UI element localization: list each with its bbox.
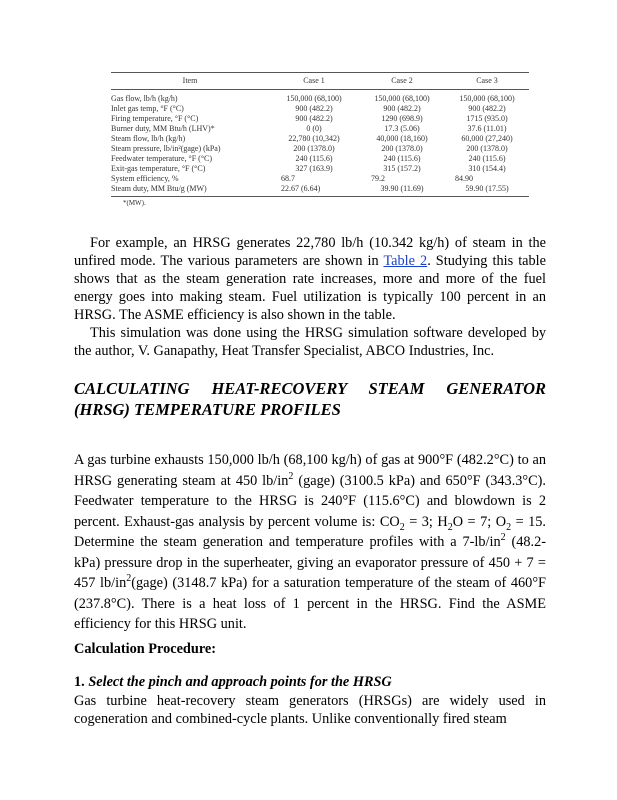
case-3-value: 900 (482.2) xyxy=(468,104,506,113)
example-text-after-link: . Studying this table shows that as the steam generation rate increases, more and more of the fuel energy goes into making steam. Fuel utilization is typically 100 percent in an HRSG. The ASME efficiency is also shown in the table. xyxy=(74,253,546,323)
step-title-text: Select the pinch and approach points for the HRSG xyxy=(88,674,392,690)
step-1-title xyxy=(74,674,392,691)
simulation-paragraph: This simulation was done using the HRSG simulation software developed by the author, V. Ganapathy, Heat Transfer Specialist, ABCO Industries, Inc. xyxy=(74,325,546,359)
row-item: Gas flow, lb/h (kg/h) xyxy=(111,94,178,103)
table-2-link[interactable]: Table 2 xyxy=(383,253,428,269)
subscript: 2 xyxy=(447,521,453,533)
row-item: System efficiency, % xyxy=(111,174,179,183)
problem-text-5: = 15. Determine the steam generation and temperature profiles with a 7-lb/in xyxy=(74,513,546,550)
case-1-value: 0 (0) xyxy=(306,124,322,133)
case-1-value: 900 (482.2) xyxy=(295,114,333,123)
table-header-row xyxy=(111,75,529,90)
case-3-value: 37.6 (11.01) xyxy=(467,124,507,133)
example-paragraph xyxy=(74,234,546,324)
case-2-value: 40,000 (18,160) xyxy=(376,134,428,143)
step-1-paragraph: Gas turbine heat-recovery steam generators (HRSGs) are widely used in cogeneration and combined-cycle plants. Unlike conventionally fired steam xyxy=(74,693,546,727)
row-item: Feedwater temperature, °F (°C) xyxy=(111,154,213,163)
case-1-value: 22.67 (6.64) xyxy=(269,184,359,197)
header-case-3: Case 3 xyxy=(445,75,529,90)
case-3-value: 150,000 (68,100) xyxy=(459,94,515,103)
case-2-value: 17.3 (5.06) xyxy=(384,124,420,133)
row-item: Steam duty, MM Btu/g (MW) xyxy=(111,184,269,197)
table-row xyxy=(111,174,529,184)
row-item: Burner duty, MM Btu/h (LHV)* xyxy=(111,124,215,133)
problem-paragraph xyxy=(74,450,546,635)
problem-text-6: (48.2-kPa) pressure drop in the superheater, giving an evaporator pressure of 450 + 7 = 457 lb/in xyxy=(74,534,547,591)
case-2-value: 150,000 (68,100) xyxy=(374,94,430,103)
problem-text-3: = 3; H xyxy=(404,513,448,530)
subscript: 2 xyxy=(506,521,512,533)
table-row xyxy=(111,134,529,144)
case-2-value: 1290 (698.9) xyxy=(381,114,423,123)
table-row xyxy=(111,154,529,164)
table-row xyxy=(111,114,529,124)
case-3-value: 60,000 (27,240) xyxy=(461,134,513,143)
subscript: 2 xyxy=(399,521,405,533)
case-1-value: 900 (482.2) xyxy=(295,104,333,113)
step-1-body xyxy=(74,692,546,728)
case-1-value: 240 (115.6) xyxy=(295,154,333,163)
problem-text-2: (gage) (3100.5 kPa) and 650°F (343.3°C). Feedwater temperature to the HRSG is 240°F (115.6°C) and blowdown is 2 percent. Exhaust-gas analysis by percent volume is: CO xyxy=(74,472,546,530)
table-row xyxy=(111,90,529,105)
case-3-value: 84.90 xyxy=(455,174,473,183)
row-item: Firing temperature, °F (°C) xyxy=(111,114,199,123)
case-3-value: 310 (154.4) xyxy=(468,164,506,173)
example-text-before-link: For example, an HRSG generates 22,780 lb/h (10.342 kg/h) of steam in the unfired mode. The various parameters are shown in xyxy=(74,235,546,269)
case-1-value: 200 (1378.0) xyxy=(293,144,335,153)
example-paragraphs xyxy=(74,234,546,360)
case-1-value: 22,780 (10,342) xyxy=(288,134,340,143)
step-number: 1. xyxy=(74,674,85,690)
row-item: Steam flow, lb/h (kg/h) xyxy=(111,134,186,143)
superscript: 2 xyxy=(500,532,506,544)
header-case-2: Case 2 xyxy=(359,75,445,90)
row-item: Exit-gas temperature, °F (°C) xyxy=(111,164,206,173)
case-2-value: 900 (482.2) xyxy=(383,104,421,113)
case-1-value: 68.7 xyxy=(281,174,295,183)
problem-statement xyxy=(74,450,546,635)
case-2-value: 240 (115.6) xyxy=(383,154,421,163)
case-1-value: 327 (163.9) xyxy=(295,164,333,173)
hrsg-table-container xyxy=(111,72,529,207)
case-3-value: 1715 (935.0) xyxy=(466,114,508,123)
superscript: 2 xyxy=(288,470,294,482)
case-3-value: 240 (115.6) xyxy=(468,154,506,163)
row-item: Inlet gas temp, °F (°C) xyxy=(111,104,184,113)
case-3-value: 59.90 (17.55) xyxy=(445,184,529,197)
case-3-value: 200 (1378.0) xyxy=(466,144,508,153)
problem-text-4: O = 7; O xyxy=(452,513,507,530)
superscript: 2 xyxy=(126,573,132,585)
problem-text-1: A gas turbine exhausts 150,000 lb/h (68,100 kg/h) of gas at 900°F (482.2°C) to an HRSG generating steam at 450 lb/in xyxy=(74,452,546,489)
hrsg-parameters-table xyxy=(111,75,529,197)
problem-text-7: (gage) (3148.7 kPa) for a saturation temperature of the steam of 460°F (237.8°C). There is a heat loss of 1 percent in the HRSG. Find the ASME efficiency for this HRSG unit. xyxy=(74,575,546,632)
row-item: Steam pressure, lb/in²(gage) (kPa) xyxy=(111,144,221,153)
case-2-value: 200 (1378.0) xyxy=(381,144,423,153)
case-2-value: 315 (157.2) xyxy=(383,164,421,173)
table-row xyxy=(111,164,529,174)
table-row xyxy=(111,124,529,134)
table-row xyxy=(111,144,529,154)
table-row xyxy=(111,184,529,197)
header-item: Item xyxy=(111,75,269,90)
section-heading: CALCULATING HEAT-RECOVERY STEAM GENERATOR (HRSG) TEMPERATURE PROFILES xyxy=(74,379,546,419)
case-2-value: 79.2 xyxy=(371,174,385,183)
case-1-value: 150,000 (68,100) xyxy=(286,94,342,103)
calculation-procedure-heading: Calculation Procedure: xyxy=(74,641,217,657)
header-case-1: Case 1 xyxy=(269,75,359,90)
table-row xyxy=(111,104,529,114)
table-top-rule xyxy=(111,72,529,73)
case-2-value: 39.90 (11.69) xyxy=(359,184,445,197)
table-footnote: *(MW). xyxy=(123,199,146,207)
